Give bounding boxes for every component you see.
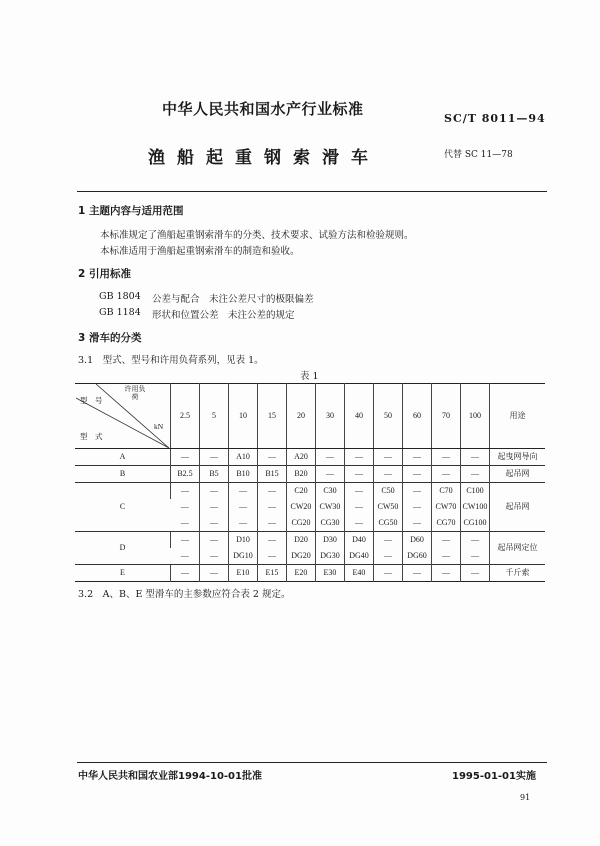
model-cell: —	[461, 466, 490, 483]
model-cell: —	[316, 466, 345, 483]
model-cell: —	[200, 548, 229, 565]
model-cell: —	[200, 515, 229, 532]
model-cell: B2.5	[171, 466, 200, 483]
model-cell: —	[345, 515, 374, 532]
paragraph: 本标准适用于渔船起重钢索滑车的制造和验收。	[100, 246, 300, 257]
model-cell: CW30	[316, 499, 345, 515]
model-cell: CW20	[287, 499, 316, 515]
model-cell: DG30	[316, 548, 345, 565]
model-cell: —	[258, 483, 287, 500]
model-cell: —	[229, 483, 258, 500]
model-cell: —	[374, 466, 403, 483]
use-cell: 起吊网	[490, 483, 546, 532]
section-heading: 1 主题内容与适用范围	[78, 205, 184, 217]
ref-code: GB 1804	[99, 291, 141, 302]
load-header-cell: 10	[229, 384, 258, 449]
replaces-note: 代替 SC 11—78	[444, 150, 513, 160]
load-header-cell: 20	[287, 384, 316, 449]
model-cell: —	[432, 532, 461, 549]
model-cell: CW50	[374, 499, 403, 515]
model-cell: E20	[287, 565, 316, 582]
model-cell: —	[374, 449, 403, 466]
table-caption: 表 1	[300, 371, 319, 382]
type-cell: D	[75, 532, 171, 565]
use-cell: 起吊网	[490, 466, 546, 483]
model-cell: C30	[316, 483, 345, 500]
model-cell: DG20	[287, 548, 316, 565]
model-cell: —	[374, 548, 403, 565]
effective-date: 1995-01-01实施	[452, 771, 536, 782]
model-cell: C100	[461, 483, 490, 500]
model-cell: —	[374, 532, 403, 549]
model-cell: —	[200, 532, 229, 549]
table-row	[75, 483, 545, 500]
model-cell: E40	[345, 565, 374, 582]
corner-header-cell	[75, 384, 171, 449]
paragraph: 本标准规定了渔船起重钢索滑车的分类、技术要求、试验方法和检验规则。	[100, 230, 414, 241]
model-cell: —	[258, 515, 287, 532]
model-cell: —	[403, 499, 432, 515]
model-cell: —	[403, 515, 432, 532]
model-cell: A10	[229, 449, 258, 466]
type-cell: B	[75, 466, 171, 483]
model-cell: —	[229, 515, 258, 532]
ref-text: 公差与配合 未注公差尺寸的极限偏差	[152, 294, 314, 305]
model-cell: —	[200, 565, 229, 582]
model-cell: E15	[258, 565, 287, 582]
model-cell: —	[258, 499, 287, 515]
load-header-cell: 40	[345, 384, 374, 449]
load-header-cell: 30	[316, 384, 345, 449]
model-cell: CG70	[432, 515, 461, 532]
type-cell: A	[75, 449, 171, 466]
model-cell: —	[171, 565, 200, 582]
model-cell: —	[432, 449, 461, 466]
type-cell: E	[75, 565, 171, 582]
corner-unit: kN	[154, 422, 164, 431]
load-header-cell: 2.5	[171, 384, 200, 449]
model-cell: —	[258, 548, 287, 565]
load-header-cell: 70	[432, 384, 461, 449]
model-cell: —	[345, 449, 374, 466]
model-cell: —	[171, 483, 200, 500]
model-cell: CG50	[374, 515, 403, 532]
model-cell: —	[403, 466, 432, 483]
model-cell: —	[200, 483, 229, 500]
corner-load: 许用负荷	[124, 385, 146, 401]
model-cell: —	[345, 483, 374, 500]
table-row	[75, 466, 545, 483]
header-rule	[77, 191, 547, 192]
model-cell: —	[432, 565, 461, 582]
model-cell: CW100	[461, 499, 490, 515]
model-cell: —	[461, 548, 490, 565]
model-cell: B10	[229, 466, 258, 483]
model-cell: DG40	[345, 548, 374, 565]
model-cell: D10	[229, 532, 258, 549]
model-cell: B20	[287, 466, 316, 483]
model-cell: DG60	[403, 548, 432, 565]
model-cell: —	[180, 551, 189, 560]
model-cell: —	[229, 499, 258, 515]
paragraph: 3.2 A、B、E 型滑车的主参数应符合表 2 规定。	[78, 589, 291, 600]
model-cell: E10	[229, 565, 258, 582]
ref-text: 形状和位置公差 未注公差的规定	[152, 310, 295, 321]
model-cell: —	[403, 483, 432, 500]
approval-date: 中华人民共和国农业部1994-10-01批准	[78, 771, 262, 782]
model-cell: —	[432, 548, 461, 565]
model-cell: —	[461, 565, 490, 582]
table-row	[75, 532, 545, 549]
use-header-cell: 用途	[490, 384, 546, 449]
model-cell: DG10	[229, 548, 258, 565]
model-cell: CG100	[461, 515, 490, 532]
load-header-cell: 60	[403, 384, 432, 449]
model-cell: —	[345, 466, 374, 483]
standard-org: 中华人民共和国水产行业标准	[162, 100, 364, 118]
standard-code: SC/T 8011—94	[444, 112, 546, 125]
model-cell: CG20	[287, 515, 316, 532]
model-cell: —	[200, 499, 229, 515]
footer-rule	[77, 762, 547, 763]
page-number: 91	[520, 793, 531, 802]
model-cell: D40	[345, 532, 374, 549]
use-cell: 起曳网导向	[490, 449, 546, 466]
use-cell: 千斤索	[490, 565, 546, 582]
load-header-cell: 15	[258, 384, 287, 449]
model-cell: —	[180, 518, 189, 527]
table-row	[75, 449, 545, 466]
model-cell: D30	[316, 532, 345, 549]
section-heading: 2 引用标准	[78, 268, 131, 280]
load-series-table	[75, 383, 545, 582]
model-cell: C70	[432, 483, 461, 500]
model-cell: —	[258, 532, 287, 549]
table-section	[75, 383, 545, 600]
table-row	[75, 565, 545, 582]
paragraph: 3.1 型式、型号和许用负荷系列，见表 1。	[78, 355, 264, 366]
model-cell: —	[461, 532, 490, 549]
model-cell: E30	[316, 565, 345, 582]
model-cell: D20	[287, 532, 316, 549]
model-cell: B15	[258, 466, 287, 483]
model-cell: D60	[403, 532, 432, 549]
load-header-cell: 50	[374, 384, 403, 449]
model-cell: B5	[200, 466, 229, 483]
model-cell: C20	[287, 483, 316, 500]
use-cell: 起吊网定位	[490, 532, 546, 565]
document-title: 渔船起重钢索滑车	[148, 148, 380, 168]
model-cell: CW70	[432, 499, 461, 515]
model-cell: —	[200, 449, 229, 466]
model-cell: —	[171, 449, 200, 466]
section-heading: 3 滑车的分类	[78, 332, 142, 344]
model-cell: A20	[287, 449, 316, 466]
model-cell: —	[258, 449, 287, 466]
type-cell: C	[75, 483, 171, 532]
corner-model: 型 号	[80, 396, 103, 405]
load-header-cell: 100	[461, 384, 490, 449]
model-cell: —	[345, 499, 374, 515]
model-cell: CG30	[316, 515, 345, 532]
ref-code: GB 1184	[99, 307, 141, 318]
model-cell: —	[403, 449, 432, 466]
model-cell: —	[432, 466, 461, 483]
model-cell: —	[171, 532, 200, 549]
model-cell: —	[403, 565, 432, 582]
model-cell: —	[180, 502, 189, 511]
model-cell: —	[316, 449, 345, 466]
model-cell: —	[461, 449, 490, 466]
model-cell: C50	[374, 483, 403, 500]
load-header-cell: 5	[200, 384, 229, 449]
model-cell: —	[374, 565, 403, 582]
corner-type: 型 式	[80, 432, 103, 441]
